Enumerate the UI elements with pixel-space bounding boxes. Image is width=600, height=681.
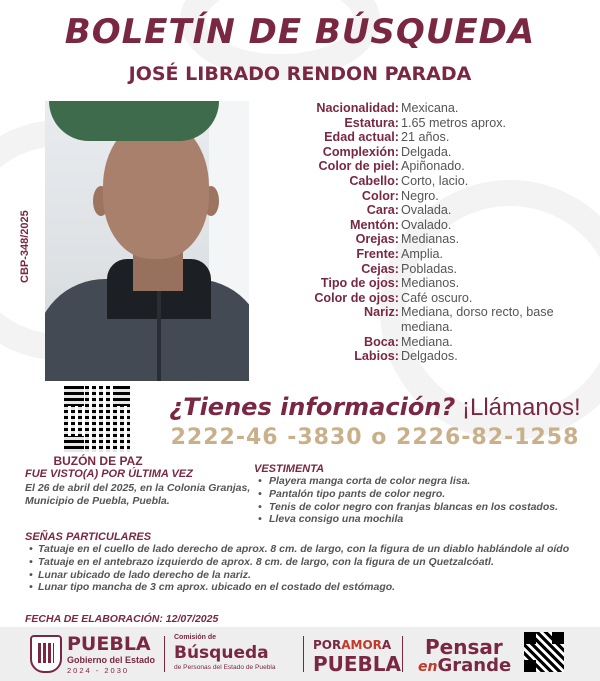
detail-row bbox=[258, 291, 598, 306]
clothing-section bbox=[254, 463, 574, 526]
footer-qr-code[interactable] bbox=[524, 632, 564, 672]
elaboration-date: FECHA DE ELABORACIÓN: 12/07/2025 bbox=[25, 613, 219, 625]
years-text: 2024 - 2030 bbox=[67, 666, 130, 675]
clothing-item: • Playera manga corta de color negra lisa. bbox=[254, 475, 574, 488]
detail-row bbox=[258, 101, 598, 116]
detail-row bbox=[258, 349, 598, 364]
state-crest-icon bbox=[30, 635, 62, 673]
por-amor-text: PORAMORA bbox=[313, 638, 392, 652]
detail-value: Mexicana. bbox=[401, 101, 459, 115]
mark-item: • Lunar tipo mancha de 3 cm aprox. ubicado en el costado del estómago. bbox=[25, 581, 585, 594]
detail-row bbox=[258, 276, 598, 291]
buzon-label: BUZÓN DE PAZ bbox=[53, 454, 143, 468]
mark-item: • Lunar ubicado de lado derecho de la nariz. bbox=[25, 569, 585, 582]
clothing-item: • Lleva consigo una mochila bbox=[254, 513, 574, 526]
detail-value: 1.65 metros aprox. bbox=[401, 115, 506, 130]
info-heading bbox=[150, 393, 600, 422]
detail-label: Color de ojos: bbox=[314, 290, 399, 305]
folio-number: CBP-348/2025 bbox=[19, 210, 31, 283]
en-grande-text: enGrande bbox=[418, 655, 512, 676]
detail-value: Ovalada. bbox=[401, 203, 452, 218]
pensar-text: Pensar bbox=[425, 635, 503, 659]
person-name: JOSÉ LIBRADO RENDON PARADA bbox=[128, 63, 472, 85]
detail-label: Mentón: bbox=[350, 217, 399, 232]
last-seen-title: FUE VISTO(A) POR ÚLTIMA VEZ bbox=[25, 468, 193, 480]
detail-value: Ovalado. bbox=[401, 217, 452, 232]
detail-label: Cejas: bbox=[361, 261, 399, 276]
detail-row bbox=[258, 116, 598, 131]
footer-logos bbox=[0, 627, 600, 681]
detail-value: 21 años. bbox=[401, 130, 450, 145]
detail-row bbox=[258, 335, 598, 350]
detail-value: Amplia. bbox=[401, 246, 443, 261]
divider bbox=[164, 636, 165, 672]
por-amor-puebla-text: PUEBLA bbox=[313, 652, 402, 676]
busqueda-logo-text: Búsqueda bbox=[174, 643, 269, 663]
detail-row bbox=[258, 174, 598, 189]
detail-value: Pobladas. bbox=[401, 261, 458, 276]
detail-value: Apiñonado. bbox=[401, 159, 465, 174]
detail-value: Mediana. bbox=[401, 334, 453, 349]
detail-label: Orejas: bbox=[355, 232, 399, 247]
comision-text: Comisión de bbox=[174, 634, 217, 641]
last-seen-text: El 26 de abril del 2025, en la Colonia Granjas, Municipio de Puebla, Puebla. bbox=[25, 482, 251, 507]
detail-label: Nariz: bbox=[364, 305, 399, 320]
detail-row bbox=[258, 130, 598, 145]
detail-label: Estatura: bbox=[344, 115, 399, 130]
info-question: ¿Tienes información? bbox=[169, 393, 456, 421]
mark-item: • Tatuaje en el antebrazo izquierdo de aprox. 8 cm. de largo, con la figura de un Quetzalcóatl. bbox=[25, 556, 585, 569]
detail-row bbox=[258, 247, 598, 262]
phone-numbers[interactable]: 2222-46 -3830 o 2226-82-1258 bbox=[170, 425, 580, 450]
detail-value: Medianas. bbox=[401, 232, 460, 247]
divider bbox=[402, 636, 403, 672]
divider bbox=[303, 636, 304, 672]
buzon-qr-code[interactable] bbox=[62, 384, 132, 454]
detail-label: Boca: bbox=[364, 334, 399, 349]
detail-row bbox=[258, 232, 598, 247]
mark-item: • Tatuaje en el cuello de lado derecho de aprox. 8 cm. de largo, con la figura de un diablo hablándole al oído bbox=[25, 543, 585, 556]
clothing-title: VESTIMENTA bbox=[254, 463, 325, 475]
detail-label: Tipo de ojos: bbox=[320, 276, 399, 291]
detail-label: Frente: bbox=[356, 246, 399, 261]
detail-label: Complexión: bbox=[322, 144, 399, 159]
detail-value: Negro. bbox=[401, 188, 439, 203]
detail-label: Labios: bbox=[354, 349, 399, 364]
marks-section bbox=[25, 531, 585, 594]
detail-label: Cabello: bbox=[349, 173, 399, 188]
detail-label: Edad actual: bbox=[324, 130, 399, 145]
detail-value: Mediana, dorso recto, base mediana. bbox=[401, 305, 554, 334]
detail-value: Delgados. bbox=[401, 349, 458, 364]
gobierno-text: Gobierno del Estado bbox=[67, 655, 156, 665]
clothing-item: • Pantalón tipo pants de color negro. bbox=[254, 488, 574, 501]
detail-row bbox=[258, 189, 598, 204]
detail-value: Corto, lacio. bbox=[401, 173, 469, 188]
detail-row bbox=[258, 159, 598, 174]
detail-label: Nacionalidad: bbox=[316, 101, 399, 115]
last-seen-section bbox=[25, 468, 255, 508]
marks-title: SEÑAS PARTICULARES bbox=[25, 531, 152, 543]
detail-row bbox=[258, 203, 598, 218]
detail-row bbox=[258, 145, 598, 160]
puebla-logo-text: PUEBLA bbox=[67, 633, 151, 655]
detail-label: Color de piel: bbox=[318, 159, 399, 174]
detail-row bbox=[258, 305, 598, 334]
bulletin-title: BOLETÍN DE BÚSQUEDA bbox=[64, 12, 536, 52]
clothing-item: • Tenis de color negro con franjas blancas en los costados. bbox=[254, 501, 574, 514]
person-photo bbox=[45, 101, 249, 381]
detail-value: Delgada. bbox=[401, 144, 452, 159]
comision-subtitle: de Personas del Estado de Puebla bbox=[174, 664, 276, 671]
detail-label: Cara: bbox=[366, 203, 399, 218]
detail-row bbox=[258, 262, 598, 277]
detail-value: Medianos. bbox=[401, 276, 460, 291]
detail-label: Color: bbox=[361, 188, 399, 203]
detail-value: Café oscuro. bbox=[401, 290, 473, 305]
info-call: ¡Llámanos! bbox=[461, 394, 581, 421]
detail-row bbox=[258, 218, 598, 233]
physical-details bbox=[258, 101, 598, 364]
